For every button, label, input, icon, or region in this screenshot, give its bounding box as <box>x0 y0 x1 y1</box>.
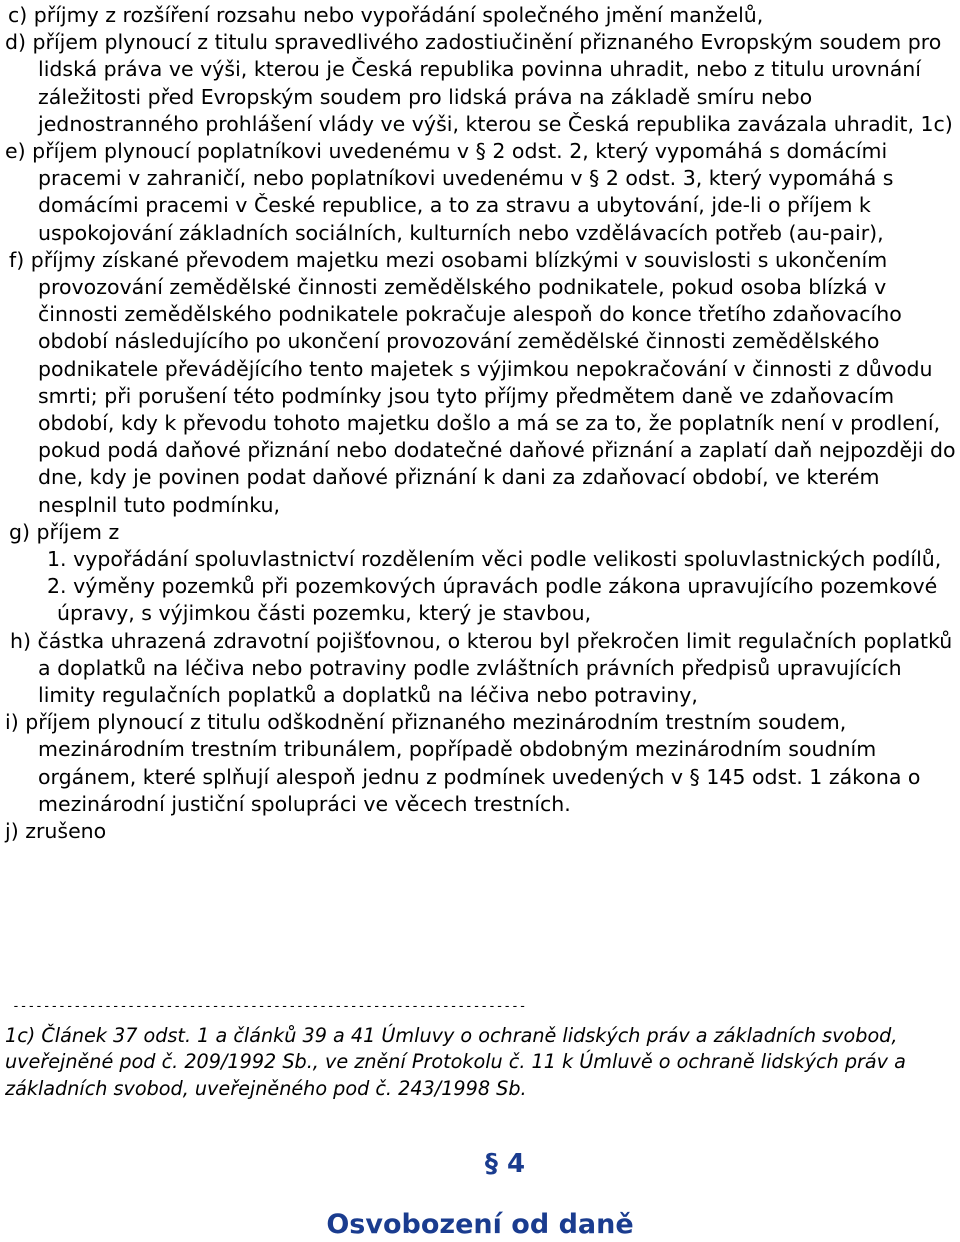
item-e: e) příjem plynoucí poplatníkovi uvedenému v § 2 odst. 2, který vypomáhá s domácími pracemi v zahraničí, nebo poplatníkovi uvedenému v § 2 odst. 3, který vypomáhá s domácími pracemi v České republice, a to za stravu a ubytování, jde-li o příjem k uspokojování základních sociálních, kulturních nebo vzdělávacích potřeb (au-pair), <box>5 139 894 245</box>
item-d: d) příjem plynoucí z titulu spravedlivého zadostiučinění přiznaného Evropským soudem pro lidská práva ve výši, kterou je Česká republika povinna uhradit, nebo z titulu urovnání záležitosti před Evropským soudem pro lidská práva na základě smíru nebo jednostranného prohlášení vlády ve výši, kterou se Česká republika zavázala uhradit, 1c) <box>5 30 953 136</box>
section-number <box>0 1148 960 1180</box>
item-g: g) příjem z <box>9 519 120 544</box>
footnote-1c: 1c) Článek 37 odst. 1 a článků 39 a 41 Úmluvy o ochraně lidských práv a základních svobod, uveřejněné pod č. 209/1992 Sb., ve znění Protokolu č. 11 k Úmluvě o ochraně lidských práv a základních svobod, uveřejněného pod č. 243/1998 Sb. <box>5 1024 906 1100</box>
item-g-2: 2. výměny pozemků při pozemkových úpravách podle zákona upravujícího pozemkové úpravy, s výjimkou části pozemku, který je stavbou, <box>47 574 938 626</box>
section-heading: Osvobození od daně <box>326 1209 634 1240</box>
item-h: h) částka uhrazená zdravotní pojišťovnou, o kterou byl překročen limit regulačních poplatků a doplatků na léčiva nebo potraviny podle zvláštních právních předpisů upravujících limity regulačních poplatků a doplatků na léčiva nebo potraviny, <box>10 628 953 708</box>
item-g-1: 1. vypořádání spoluvlastnictví rozdělením věci podle velikosti spoluvlastnických podílů, <box>47 547 942 572</box>
item-i: i) příjem plynoucí z titulu odškodnění přiznaného mezinárodním trestním soudem, mezinárodním trestním tribunálem, popřípadě obdobným mezinárodním soudním orgánem, které splňují alespoň jednu z podmínek uvedených v § 145 odst. 1 zákona o mezinárodní justiční spolupráci ve věcech trestních. <box>5 710 921 816</box>
section-symbol: § <box>484 1149 498 1179</box>
item-f: f) příjmy získané převodem majetku mezi osobami blízkými v souvislosti s ukončením provozování zemědělské činnosti zemědělského podnikatele, pokud osoba blízká v činnosti zemědělského podnikatele pokračuje alespoň do konce třetího zdaňovacího období následujícího po ukončení provozování zemědělské činnosti zemědělského podnikatele převádějícího tento majetek s výjimkou nepokračování v činnosti z důvodu smrti; při porušení této podmínky jsou tyto příjmy předmětem daně ve zdaňovacím období, kdy k převodu tohoto majetku došlo a má se za to, že poplatník není v prodlení, pokud podá daňové přiznání nebo dodatečné daňové přiznání a zaplatí daň nejpozději do dne, kdy je povinen podat daňové přiznání k dani za zdaňovací období, ve kterém nesplnil tuto podmínku, <box>9 247 956 517</box>
footnote-separator: ------------------------------------------------------------------- <box>12 999 527 1014</box>
item-j: j) zrušeno <box>5 819 107 844</box>
item-c: c) příjmy z rozšíření rozsahu nebo vypořádání společného jmění manželů, <box>8 3 764 27</box>
section-number-value: 4 <box>506 1149 526 1179</box>
